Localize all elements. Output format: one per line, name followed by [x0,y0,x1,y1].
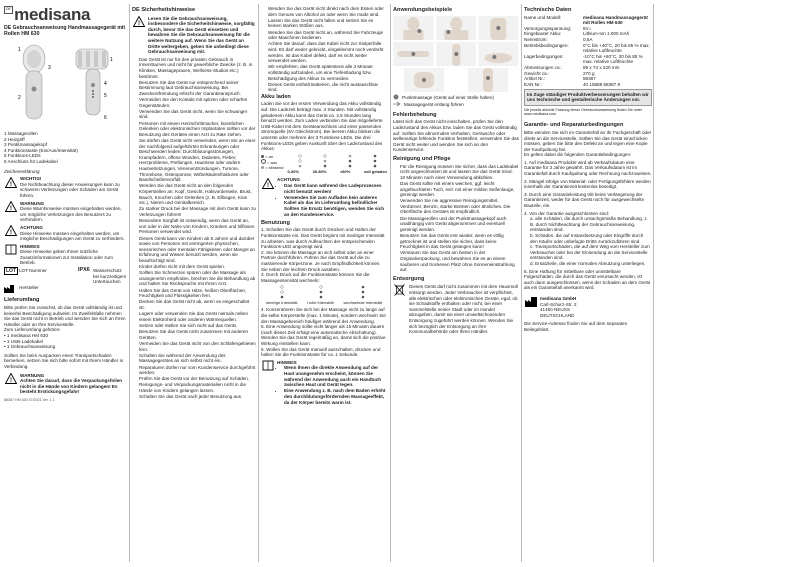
neck-massage-illustration-icon [393,16,434,40]
spec-label: Abmessungen ca.: [524,64,563,70]
column-4 [393,6,519,562]
list-item: 5 Funktions-LEDs [4,153,41,159]
list-item: 2. Mängel infolge von Material- oder Fertigungsfehlern werden innerhalb der Garantiezeit kostenlos beseitigt. [524,178,651,190]
company-city: 41460 NEUSS [540,307,570,313]
list-item: • Für die Reinigung müssen Sie sicher, dass das Ladekabel nicht angeschlossen ist und lassen Sie das Gerät mind. 10 Minuten nach einer Verwendung abkühlen. [400,164,519,181]
list-item: • Wenn Ihnen die direkte Anwendung auf der Haut unangenehm erscheint, können Sie während der Anwendung auch ein Handtuch zwischen Haut und Gerät legen. [284,365,387,387]
table-row [524,54,652,65]
parts-list [4,131,128,165]
list-item: • Das Gerät sollte mit einem weichen, ggf. leicht angefeuchteten Tuch, evtl. mit einer milden Seifenlauge, gereinigt werden. [400,181,519,198]
delivery-damage-text: Sollten Sie beim Auspacken einen Transportschaden bemerken, setzen Sie sich bitte sofort mit Ihrem Händler in Verbindung. [4,352,124,369]
hint-book-icon [261,360,274,372]
shoulder-massage-illustration-icon [436,16,477,40]
warning-title: WARNUNG [20,200,45,206]
intensity-label: hohe Intensität [307,299,334,305]
improvement-note: Im Zuge ständiger Produktverbesserungen behalten wir uns technische und gestalterische Änderungen vor. [524,89,652,105]
legend-point [393,94,519,102]
led-level-label: 30-80% [312,168,327,174]
company-country: DEUTSCHLAND [540,312,575,318]
table-row [524,43,652,54]
list-item: • Benutzen Sie das Gerät nicht zusammen mit anderen Geräten. [139,329,256,340]
list-item: • 1 Gebrauchsanweisung [4,344,56,350]
list-item: • Wenden Sie das Gerät nicht direkt nach dem Essen oder dem Genuss von Alkohol an oder wenn Sie müde sind. [268,6,387,17]
led-column-icon [297,154,303,168]
led-legend-off: = aus [267,159,278,165]
intensity-indicators [261,285,387,305]
list-item: • Zu starker Druck bei der Massage mit dem Gerät kann zu Verletzungen führen! [139,206,256,217]
spec-label: Gewicht ca.: [524,70,550,76]
packaging-warning [4,373,128,395]
list-item: • Lassen Sie das Gerät nicht fallen und setzen Sie es keinen starken Stößen aus. [268,18,387,29]
led-column-icon [318,285,324,299]
led-level-label: >80% [339,168,351,174]
brand-badge: DE [4,6,13,14]
intensity-variable [344,285,382,305]
product-title-text: Gebrauchsanweisung Handmassagegerät mit Rollen HM 630 [4,25,126,37]
column-divider [390,4,391,562]
ipx6-icon: IPX6 [78,267,90,274]
specs-title: Technische Daten [524,7,572,13]
usage-hint-title: HINWEIS [277,359,297,365]
safety-intro: Lesen Sie die Gebrauchsanweisung, insbesondere die Sicherheitshinweise, sorgfältig durch, bevor Sie das Gerät einsetzen und bewahren Sie die Gebrauchsanweisung für die weitere Nutzung auf. Wenn Sie das Gerät an Dritte weitergeben, geben Sie unbedingt diese Gebrauchsanweisung mit. [148,15,255,55]
roll-arrow-icon [393,101,401,109]
akku-text: Laden Sie vor der ersten Verwendung das Akku vollständig auf. Die Ladezeit beträgt max. 3 Stunden. Mit vollständig geladenem Akku kann das Gerät ca. 2,5 Stunden lang benutzt werden. Zum Laden verbinden Sie das mitgelieferte USB-Kabel mit dem Geräteanschluss und einer passenden Stromquelle (5V Gleichstrom). Bei leerem Akku blinken die unterste oder mehrere der 3 Funktions-LEDs. Die drei Funktions-LEDs geben Auskunft über den Ladezustand des Akkus: [261,101,383,152]
list-item: • Decken Sie das Gerät nicht ab, wenn es eingeschaltet ist. [139,299,256,310]
list-item: • Verwenden Sie das Gerät nicht, wenn Sie schwanger sind. [139,109,256,120]
hint-book-icon [4,244,17,256]
led-column-icon [372,154,378,168]
spec-value: 89 x 74 x 220 mm [583,64,620,70]
intensity-label: wechselnde Intensität [343,299,383,305]
clean-title: Reinigung und Pflege [393,155,451,162]
list-item: • Das Gerät kann während des Ladeprozesses nicht benutzt werden! [284,183,387,194]
list-item: 5. Eine Haftung für mittelbare oder unmittelbare Folgeschäden, die durch das Gerät verursacht werden, ist auch dann ausgeschlossen, wenn der Schaden an dem Gerät als ein Garantiefall anerkannt wird. [524,268,650,291]
list-item: a. alle Schäden, die durch unsachgemäße Behandlung, z. B. durch Nichtbeachtung der Gebrauchsanweisung, entstanden sind. [530,216,648,233]
list-item: • Vermeiden Sie das Gerät nicht von den Schläfengebieten fern. [139,341,256,352]
spec-value: Lithium-Ion 1.000 mAh [583,31,630,37]
brand-logo: medisana [14,6,91,24]
list-item: • Die Massagerollen und der Punktmassagekopf auch unabhängig vom Gerät abgenommen und eventuell gereinigt werden. [400,216,519,233]
led-blink-icon [261,166,264,169]
led-levels [287,169,387,175]
list-item: • Sie dürfen das Gerät nicht verwenden, wenn Sie an einer der nachfolgend aufgeführten Erkrankungen oder Beschwerden leiden: Durchblutungsstörungen, Krampfadern, offene Wunden, Diabetes, Fieber, Herzprobleme, Prellungen, Hautrisse oder andere Hautverletzungen, Venenentzündungen, Tumore, Thrombose, Osteoporose, Wirbelsäulenfrakturen oder Bandscheibenvorfall. [139,138,256,183]
spec-label: Nennstrom: [524,36,548,42]
example-illustrations-row [393,68,519,92]
warranty-intro: Bitte wenden Sie sich im Garantiefall an Ihr Fachgeschäft oder direkt an die Servicestelle. Sollten Sie das Gerät einschicken müssen, geben Sie bitte den Defekt an und legen eine Kopie der Kaufquittung bei. [524,129,652,152]
list-item: • Setzen oder stellen Sie sich nicht auf das Gerät. [139,323,256,329]
brand-header [4,6,128,24]
disposal-block [393,284,519,334]
column-divider [258,4,259,562]
symbol-table [4,268,128,294]
intensity-high [307,285,333,305]
led-on-icon [261,155,264,158]
svg-text:!: ! [137,21,140,28]
usage-step: 1. Schalten Sie das Gerät durch Drücken und Halten der Funktionstaste ein. Das Gerät beginnt mit niedriger Intensität zu arbeiten, was durch Aufleuchten der entsprechenden Funktions-LED angezeigt wird. [261,227,385,250]
leg-massage-illustration-icon [436,42,477,66]
spec-label: Versorgungsspannung: [524,25,572,31]
specs-table [524,15,652,88]
fault-title: Fehlerbehebung [393,111,437,118]
safety-list [132,57,256,400]
svg-text:!: ! [9,230,12,237]
ipx6-label: Wasserschutz bei kurzzeitigem Untertauchen [93,268,127,285]
list-item: 1 Massagerollen [4,131,38,136]
lot-icon: LOT [6,268,16,275]
disposal-title: Entsorgung [393,275,425,282]
list-item: • Verwenden Sie zum Aufladen kein anderes Kabel als das im Lieferumfang befindliche! Sollten Sie Ersatz benötigen, wenden Sie sich an den Kundenservice. [284,195,387,217]
akku-title: Akku laden [261,93,291,100]
svg-text:5: 5 [104,93,107,99]
list-item: • Lagern oder verwenden Sie das Gerät niemals neben einem Elektroherd oder anderen Wärmequellen. [139,311,256,322]
list-item: 4. Von der Garantie ausgeschlossen sind: [524,210,610,216]
spec-value: 88387 [583,76,596,82]
packaging-warning-title: WARNUNG [20,372,45,378]
spec-value: 40 15588 88387 8 [583,81,621,87]
important-title: WICHTIG! [20,176,42,182]
company-name: medisana GmbH [540,295,577,301]
device-drawing-icon [4,39,128,131]
current-version-note: Die jeweils aktuelle Fassung dieser Gebrauchsanweisung finden Sie unter www.medisana.com [524,107,643,116]
usage-step: 4. Konzentrieren Sie sich bei der Massage nicht zu lange auf die selbe Körperstelle (max. 1 Minute), sondern wechseln Sie den Massagebereich häufiger während der Anwendung. [261,307,386,324]
caution-text: Diese Hinweise müssen eingehalten werden, um mögliche Beschädigungen am Gerät zu verhindern. [20,230,125,242]
svg-text:!: ! [9,206,12,213]
manufacturer-factory-icon [524,296,537,308]
spec-label: Betriebsbedingungen: [524,42,569,48]
led-level-label: 0-30% [287,168,300,174]
list-item: • Halten Sie das Gerät von Hitze, heißen Oberflächen, Feuchtigkeit und Flüssigkeiten fern. [139,288,256,299]
important-text: Die Nichtbeachtung dieser Anweisungen kann zu schweren Verletzungen oder Schäden am Gerät führen. [20,181,120,198]
caution-triangle-icon [261,177,274,189]
list-item: • Eine Anwendung z. B. nach dem Baden erhöht den durchblutungsfördernden Massageeffekt, da der Körper bereits warm ist. [284,388,387,405]
led-column-icon [322,154,328,168]
caution-triangle-icon [4,225,17,237]
spec-value: 5V= [583,25,592,31]
warning-triangle-icon [4,176,17,188]
svg-text:1: 1 [110,57,113,63]
intensity-low [266,285,298,305]
column-divider [653,4,654,562]
led-legend-on: = an [265,153,274,159]
manufacturer-factory-icon [4,289,14,294]
column-divider [521,4,522,562]
svg-text:4: 4 [104,81,107,87]
foot-massage-illustration-icon [478,42,519,66]
list-item: 6 Anschluss für Ladekabel [4,158,58,164]
caution-title: ACHTUNG [20,224,43,230]
lot-label: LOT-Nummer [19,268,47,274]
warning-triangle-icon [132,16,145,28]
list-item: • Schalten Sie während der Anwendung des Massagegerätes an sich selbst nicht ein. [139,353,256,364]
packaging-warning-text: Achten Sie darauf, dass die Verpackungsfolien nicht in die Hände von Kindern gelangen! Es besteht Erstickungsgefahr! [20,378,123,395]
led-column-icon [360,285,366,299]
column-2 [132,6,256,562]
usage-step: 5. Eine Anwendung sollte nicht länger als 15 Minuten dauern (nach dieser Zeit erfolgt eine automatische Abschaltung). Wenden Sie das Gerät regelmäßig an, damit sich die positive Wirkung einstellen kann. [261,324,386,347]
list-item: 3 Punktmassagekopf [4,142,47,148]
point-massage-icon [393,94,399,102]
list-item: • 1 USB-Ladekabel [4,338,43,344]
column-divider [129,4,130,562]
clean-list [393,164,519,273]
warning-triangle-icon [4,373,17,385]
list-item: b. Schäden, die auf Instandsetzung oder Eingriffe durch den Käufer oder unbefugte Dritte zurückzuführen sind. [530,233,644,244]
list-item: • Personen mit einem Herzschrittmacher, künstlichen Gelenken oder elektronischen Implantaten sollten vor der Benutzung des Gerätes einen Arzt zu Rate ziehen. [139,121,256,138]
list-item: • Besondere Sorgfalt ist notwendig, wenn das Gerät an, von oder in der Nähe von Kindern, Kranken und hilflosen Personen verwendet wird. [139,218,256,235]
list-item: 4 Funktionstaste (Ein/Aus/Intensität) [4,147,78,153]
delivery-list-title: Zum Lieferumfang gehören: [4,327,61,333]
warning-triangle-icon [4,201,17,213]
delivery-title: Lieferumfang [4,297,40,304]
led-level-label: voll geladen [363,168,387,174]
spec-label: Artikel Nr.: [524,76,546,82]
thigh-massage-illustration-icon [393,68,455,92]
list-item: • Dieses Gerät kann von Kindern ab 8 Jahren und darüber sowie von Personen mit verringerten physischen, sensorischen oder mentalen Fähigkeiten oder Mangel an Erfahrung und Wissen benutzt werden, wenn sie beaufsichtigt sind. [139,236,256,264]
symbol-caution [4,225,128,242]
list-item: • Prüfen Sie das Gerät vor der Benutzung auf Schäden. [139,376,256,382]
list-item: • Wir empfehlen, das Gerät spätestens alle 3 Monate vollständig aufzuladen, um eine Tiefentladung bzw. Beschädigung des Akkus zu vermeiden. [268,64,387,81]
svg-text:3: 3 [48,65,51,71]
led-legend [261,154,387,176]
list-item: • Das Gerät ist nur für den privaten Gebrauch in Innenräumen und nicht für gewerbliche Zwecke (z. B. in Kliniken, Massagepraxen, Wellness-Studios etc.) bestimmt. [139,57,256,79]
spec-label: EAN Nr.: [524,81,542,87]
legend-roll [393,101,519,109]
list-item: • 1 medisana HM 630 [4,333,48,338]
column-1 [4,6,128,562]
list-item: • Dieses Gerät enthält Batterien, die nicht austauschbar sind. [268,82,387,93]
manufacturer-label: Hersteller [19,284,39,290]
list-item: • Verstauen Sie das Gerät am besten in der Originalverpackung, und bewahren Sie es an einem sauberen und trockenen Platz ohne Sonneneinstrahlung auf. [400,250,519,272]
usage-hint [261,360,387,406]
list-item: • Benutzen Sie das Gerät nur entsprechend seiner Bestimmung laut Gebrauchsanweisung. Bei Zweckentfremdung erlischt der Garantieanspruch. [139,80,256,97]
fault-text: Lässt sich das Gerät nicht einschalten, prüfen Sie den Ladezustand des Akkus bzw. laden Sie das Gerät vollständig auf. Sollten Sie abnormales Verhalten, Geräusche oder wellenartige fehlende Funktion feststellen, verwenden Sie das Gerät nicht weiter und wenden Sie sich an den Kundenservice. [393,119,519,153]
spec-label: Lagerbedingungen: [524,53,564,59]
symbols-heading: Zeichenerklärung [4,168,40,174]
led-column-icon [347,154,353,168]
spec-value: 0°C bis +40°C, 20 bis 85 % max. relative Luftfeuchte [583,42,650,54]
table-row [524,82,652,88]
led-column-icon [279,285,285,299]
led-legend-list [261,154,283,176]
list-item: • Vermeiden Sie den Kontakt mit spitzen oder scharfen Gegenständen. [139,97,256,108]
led-off-icon [261,159,266,164]
document-footer: 88387 HM 630 07/2021 Ver. 1.1 [4,397,55,402]
product-title [4,25,128,37]
company-street: Carl-Schurz-Str. 2 [540,301,577,307]
usage-step: 3. Durch Druck auf die Funktionstaste können Sie die Massageintensität wechseln: [261,272,370,283]
list-item: d. Ersatzteile, die einer normalen Abnutzung unterliegen. [530,260,646,266]
spec-value: 270 g [583,70,595,76]
led-dots [287,154,387,168]
svg-text:2: 2 [18,95,21,101]
back-massage-illustration-icon [478,16,519,40]
hint-text: Diese Hinweise geben Ihnen nützliche Zusatzinformationen zur Installation oder zum Betrieb. [20,249,113,266]
list-item: • Achten Sie darauf, dass das Kabel nicht zur Stolperfalle wird. Es darf weder geknickt, eingeklemmt noch verdreht werden. Ist das Kabel defekt, darf es nicht weiter verwendet werden. [268,41,387,63]
safety-list-continued [261,6,387,93]
led-legend-blink: = blinkend [265,164,284,170]
charging-caution-title: ACHTUNG [277,177,300,183]
legend-roll-text: Massagegerät entlang führen [404,102,464,108]
table-row [524,15,652,26]
list-item: • Sollten Sie Schmerzen spüren oder die Massage als unangenehm empfinden, brechen Sie die Behandlung ab und halten Sie Rücksprache mit Ihrem Arzt. [139,270,256,287]
symbol-warning [4,201,128,223]
svg-text:1: 1 [18,47,21,53]
service-note: Die Service-Adresse finden Sie auf dem separaten Beilegeblatt. [524,321,628,332]
crossed-bin-icon [393,284,406,296]
list-item: c. Transportschäden, die auf dem Weg vom Hersteller zum Verbraucher oder bei der Einsendung an die Servicestelle entstanden sind. [530,244,650,261]
column-5 [524,6,652,562]
list-item: 1. Auf medisana Produkte wird ab Verkaufsdatum eine Garantie für 3 Jahre gewährt. Das Verkaufsdatum ist im Garantiefall durch Kaufquittung oder Rechnung nachzuweisen. [524,159,652,177]
list-item: • Verwenden Sie nie aggressive Reinigungsmittel, Verdünner, Benzin, starke Bürsten oder ähnliches. Die Oberfläche des Gerätes ist empfindlich. [400,198,519,215]
hint-title: HINWEIS [20,243,40,249]
list-item: • Kinder dürfen nicht mit dem Gerät spielen. [139,264,256,270]
list-item: • Wenden Sie das Gerät nicht an den folgenden Körperstellen an: Kopf, Gesicht, Halsvorderseite, Brust, Bauch, Knochen oder Gelenken (z. B. Ellbogen, Knie etc.), Nieren und Genitalbereich. [139,183,256,205]
spec-label: Eingebauter Akku: [524,31,562,37]
intensity-label: niedrige Intensität [265,299,298,305]
symbol-important [4,176,128,198]
list-item: 2 Heizgriff [4,136,25,142]
symbol-hint [4,244,128,266]
disposal-text: Dieses Gerät darf nicht zusammen mit dem Hausmüll entsorgt werden. Jeder Verbraucher ist verpflichtet, alle elektrischen oder elektronischen Geräte, egal, ob sie Schadstoffe enthalten oder nicht, bei einer Sammelstelle seiner Stadt oder im Handel abzugeben, damit sie einer umweltschonenden Entsorgung zugeführt werden können. Wenden Sie sich bezüglich der Entsorgung an Ihre Kommunalbehörde oder Ihren Händler. [409,284,518,335]
warranty-list [524,160,652,291]
list-item: • Wenden Sie das Gerät nicht an, während Sie Fahrzeuge oder Maschinen bedienen. [268,30,387,41]
list-item: • Benutzen Sie das Gerät erst wieder, wenn es völlig getrocknet ist und stellen Sie sicher, dass keine Feuchtigkeit in das Gerät gelangen kann! [400,233,519,250]
device-illustration [4,39,128,131]
warranty-intro2: Es gelten dabei die folgenden Garantiebedingungen: [524,152,632,158]
delivery-text: Bitte prüfen Sie zunächst, ob das Gerät vollständig ist und keinerlei Beschädigung aufweist. Im Zweifelsfalle nehmen Sie das Gerät nicht in Betrieb und wenden Sie sich an Ihren Händler oder an Ihre Servicestelle. [4,305,126,327]
warranty-title: Garantie- und Reparaturbedingungen [524,122,624,129]
spec-label: Name und Modell: [524,14,562,20]
usage-title: Benutzung [261,219,290,226]
safety-intro-block [132,16,256,55]
list-item: • Schalten Sie das Gerät nach jeder Benutzung aus. [139,394,256,400]
usage-step: 6. Wollen Sie das Gerät manuell ausschalten, drücken und halten Sie die Funktionstaste für ca. 1 Sekunde. [261,346,381,358]
column-3 [261,6,387,562]
spec-value: 0,5A [583,36,593,42]
list-item: • Reparaturen dürfen nur vom Kundenservice durchgeführt werden. [139,365,256,376]
examples-title: Anwendungsbeispiele [393,7,453,13]
arm-massage-illustration-icon [393,42,434,66]
usage-step: 2. Sie können die Massage an sich selbst oder an einer Partner durchführen. Führen Sie das Gerät auf die zu massierende Körperzone. Je nach Empfindlichkeit können Sie neben der leichten Druck ausüben. [261,249,380,272]
spec-value: -10°C bis +60°C, 20 bis 85 % max. relative Luftfeuchte [583,53,643,65]
svg-text:6: 6 [104,115,107,121]
example-illustrations-row [393,42,519,66]
list-item: • Reinigungs- und Verpackungsmaterialien nicht in die Hände von Kindern gelangen lassen. [139,382,256,393]
safety-title: DE Sicherheitshinweise [132,7,196,13]
svg-text:!: ! [9,378,12,385]
language-code: DE [4,25,12,31]
led-level-chart [287,154,387,176]
list-item: 3. Durch eine Garantieleistung tritt keine Verlängerung der Garantiezeit, weder für das Gerät noch für ausgewechselte Bauteile, ein. [524,191,645,209]
spec-value: medisana Handmassagegerät mit Rollen HM 630 [583,14,648,26]
charging-caution [261,177,387,217]
svg-text:!: ! [9,181,12,188]
example-illustrations-row [393,16,519,40]
warning-text: Diese Warnhinweise müssen eingehalten werden, um mögliche Verletzungen des Benutzers zu verhindern. [20,206,122,223]
manufacturer-address [524,296,652,318]
legend-point-text: Punktmassage (Gerät auf einer Stelle halten) [402,94,494,100]
svg-text:!: ! [266,182,269,189]
calf-massage-illustration-icon [457,68,519,92]
